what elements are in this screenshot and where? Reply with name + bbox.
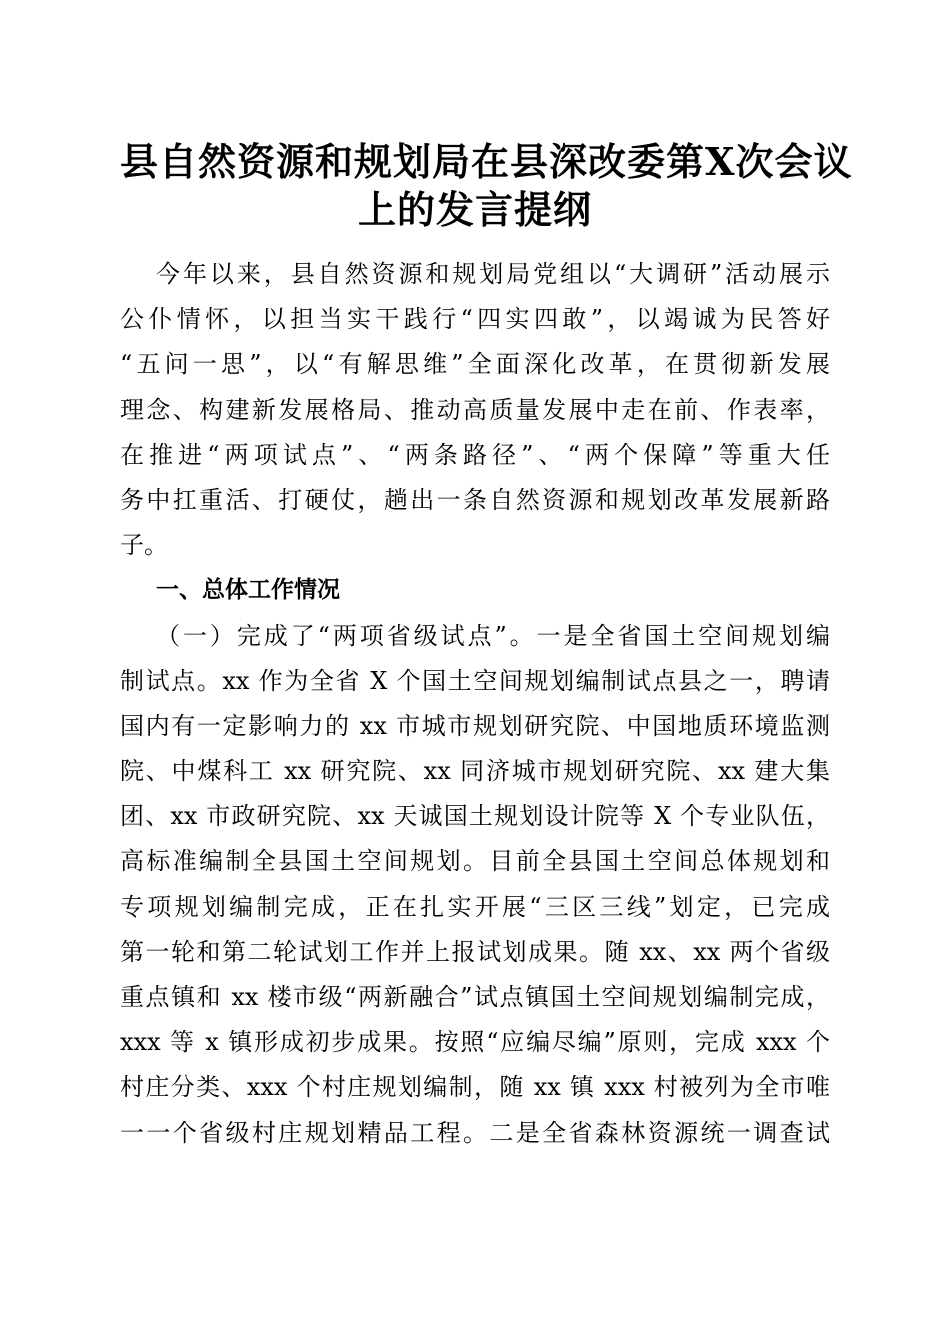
intro-paragraph-line: 公仆情怀，以担当实干践行“四实四敢”，以竭诚为民答好 xyxy=(120,305,830,334)
section-paragraph-line: （一）完成了“两项省级试点”。一是全省国土空间规划编 xyxy=(156,621,830,650)
section-paragraph-line: 一一个省级村庄规划精品工程。二是全省森林资源统一调查试 xyxy=(120,1118,830,1147)
section-paragraph-line: 高标准编制全县国土空间规划。目前全县国土空间总体规划和 xyxy=(120,847,830,876)
intro-paragraph-line: 在推进“两项试点”、“两条路径”、“两个保障”等重大任 xyxy=(120,440,830,469)
section-paragraph-line: 第一轮和第二轮试划工作并上报试划成果。随 xx、xx 两个省级 xyxy=(120,937,830,966)
document-body xyxy=(120,252,830,1156)
intro-paragraph-line: 理念、构建新发展格局、推动高质量发展中走在前、作表率， xyxy=(120,395,830,424)
intro-paragraph-line: 务中扛重活、打硬仗，趟出一条自然资源和规划改革发展新路 xyxy=(120,485,830,514)
title-line: 县自然资源和规划局在县深改委第X次会议 xyxy=(120,139,853,184)
section-paragraph-line: 重点镇和 xx 楼市级“两新融合”试点镇国土空间规划编制完成， xyxy=(120,983,830,1011)
section-paragraph-line: 制试点。xx 作为全省 X 个国土空间规划编制试点县之一，聘请 xyxy=(120,666,830,695)
section-paragraph-line: 国内有一定影响力的 xx 市城市规划研究院、中国地质环境监测 xyxy=(120,711,830,740)
section-paragraph-line: 村庄分类、xxx 个村庄规划编制，随 xx 镇 xxx 村被列为全市唯 xyxy=(120,1073,830,1102)
intro-paragraph-line: 子。 xyxy=(120,531,168,560)
section-paragraph-line: 院、中煤科工 xx 研究院、xx 同济城市规划研究院、xx 建大集 xyxy=(120,757,830,786)
section-heading: 一、总体工作情况 xyxy=(156,577,340,604)
document-title xyxy=(120,138,853,234)
title-line: 上的发言提纲 xyxy=(357,187,592,232)
section-paragraph-line: 专项规划编制完成，正在扎实开展“三区三线”划定，已完成 xyxy=(120,892,830,921)
section-paragraph-line: 团、xx 市政研究院、xx 天诚国土规划设计院等 X 个专业队伍， xyxy=(120,802,830,831)
intro-paragraph-line: 今年以来，县自然资源和规划局党组以“大调研”活动展示 xyxy=(156,260,830,288)
intro-paragraph-line: “五问一思”，以“有解思维”全面深化改革，在贯彻新发展 xyxy=(120,350,830,379)
section-paragraph-line: xxx 等 x 镇形成初步成果。按照“应编尽编”原则，完成 xxx 个 xyxy=(120,1028,830,1057)
